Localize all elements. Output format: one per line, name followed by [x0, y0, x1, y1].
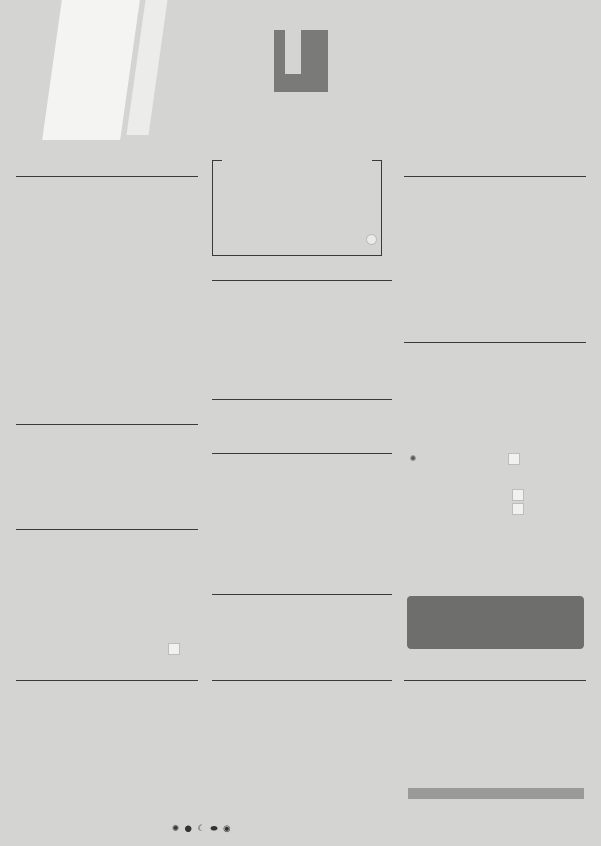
- divider: [212, 255, 382, 256]
- iron-noodle-box-2[interactable]: [512, 503, 524, 515]
- divider: [212, 160, 222, 161]
- iron-noodle: [420, 488, 423, 502]
- divider: [212, 594, 392, 595]
- veg-icon: ●: [184, 824, 195, 834]
- divider: [16, 424, 198, 425]
- divider: [404, 176, 586, 177]
- scallion-pancake: [408, 452, 420, 466]
- brand-logo: [274, 30, 328, 92]
- iron-noodle-box-1[interactable]: [512, 489, 524, 501]
- fries-upgrade-circle[interactable]: [366, 234, 377, 245]
- ice-level-bar: [408, 788, 584, 799]
- divider: [212, 453, 392, 454]
- divider: [16, 176, 198, 177]
- divider: [16, 529, 198, 530]
- pet-icon: ◉: [223, 824, 231, 834]
- window-light: [42, 0, 140, 140]
- peanut-icon: ⬬: [210, 824, 221, 834]
- chili-icon: ☾: [197, 824, 208, 834]
- divider: [16, 680, 198, 681]
- frame-left: [212, 160, 213, 256]
- divider: [212, 280, 392, 281]
- legend: [172, 824, 230, 834]
- scallion-pancake-box[interactable]: [508, 453, 520, 465]
- recommend-icon: ✺: [409, 454, 417, 463]
- promo-banner: [407, 596, 584, 649]
- divider: [404, 342, 586, 343]
- oat-cup-box[interactable]: [168, 643, 180, 655]
- brand-logo-cut: [285, 30, 301, 74]
- frame-right: [381, 160, 382, 256]
- divider: [212, 680, 392, 681]
- recommend-icon: ✺: [172, 824, 182, 834]
- divider: [404, 680, 586, 681]
- divider: [212, 399, 392, 400]
